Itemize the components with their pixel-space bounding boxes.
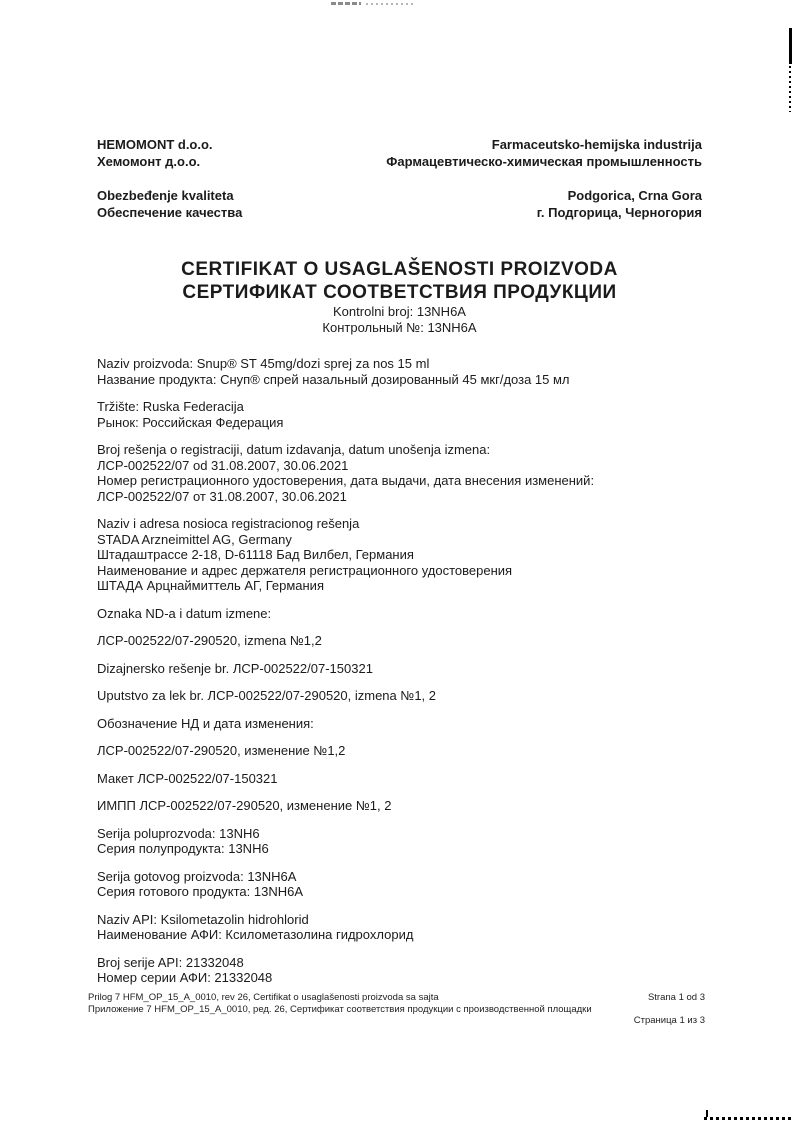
body-paragraph — [97, 442, 734, 504]
body-line: Штадаштрассе 2-18, D-61118 Бад Вилбел, Германия — [97, 547, 414, 562]
industry-cyrillic: Фармацевтическо-химическая промышленность — [386, 154, 702, 169]
body-paragraph — [97, 955, 734, 986]
department-latin: Obezbeđenje kvaliteta — [97, 188, 234, 203]
company-name-block — [97, 136, 213, 170]
body-paragraph — [97, 399, 734, 430]
page-number-latin: Strana 1 od 3 — [647, 992, 705, 1003]
control-number-latin: Kontrolni broj: 13NH6A — [333, 304, 466, 319]
scan-artifact-right-dotted-line — [789, 66, 791, 112]
control-number-cyrillic: Контрольный №: 13NH6A — [322, 320, 477, 335]
footer-doc-reference-latin: Prilog 7 HFM_OP_15_A_0010, rev 26, Certifikat o usaglašenosti proizvoda sa sajta — [88, 992, 439, 1003]
body-line: Серия готового продукта: 13NH6A — [97, 884, 304, 899]
document-header — [97, 136, 702, 221]
page-number-cyrillic: Страница 1 из 3 — [633, 1015, 705, 1026]
body-line: Наименование АФИ: Ксилометазолина гидрохлорид — [97, 927, 414, 942]
body-line: Макет ЛСР-002522/07-150321 — [97, 770, 278, 786]
scan-artifact-bottom-dashes — [704, 1117, 794, 1120]
department-cyrillic: Обеспечение качества — [97, 205, 243, 220]
body-line: Broj rešenja o registraciji, datum izdavanja, datum unošenja izmena: — [97, 442, 491, 457]
company-name-cyrillic: Хемомонт д.о.о. — [97, 154, 201, 169]
industry-latin: Farmaceutsko-hemijska industrija — [491, 137, 702, 152]
company-name-latin: HEMOMONT d.o.o. — [97, 137, 213, 152]
footer-doc-reference-cyrillic: Приложение 7 HFM_OP_15_A_0010, ред. 26, Сертификат соответствия продукции с производственной площадки — [88, 1003, 592, 1015]
body-line: Serija poluprozvoda: 13NH6 — [97, 825, 260, 841]
body-paragraph — [97, 716, 734, 732]
body-paragraph — [97, 771, 734, 787]
body-paragraph — [97, 606, 734, 622]
body-paragraph — [97, 356, 734, 387]
scan-artifact-right-solid-line — [789, 28, 792, 64]
body-line: Naziv API: Ksilometazolin hidrohlorid — [97, 911, 309, 927]
body-paragraph — [97, 688, 734, 704]
department-block — [97, 187, 242, 221]
body-line: ИМПП ЛСР-002522/07-290520, изменение №1, 2 — [97, 798, 392, 813]
body-line: Tržište: Ruska Federacija — [97, 399, 244, 414]
body-line: ЛСР-002522/07 od 31.08.2007, 30.06.2021 — [97, 457, 349, 473]
certificate-title-cyrillic: СЕРТИФИКАТ СООТВЕТСТВИЯ ПРОДУКЦИИ — [182, 282, 617, 303]
certificate-title-block — [97, 258, 702, 336]
body-line: STADA Arzneimittel AG, Germany — [97, 531, 292, 547]
body-line: Рынок: Российская Федерация — [97, 414, 284, 430]
body-line: Naziv i adresa nosioca registracionog rešenja — [97, 516, 360, 531]
body-line: Naziv proizvoda: Snup® ST 45mg/dozi sprej za nos 15 ml — [97, 356, 430, 371]
document-footer — [88, 992, 705, 1027]
scan-artifact-top-smudge-light — [366, 3, 414, 5]
header-row-dept-location — [97, 187, 702, 221]
body-line: Наименование и адрес держателя регистрационного удостоверения — [97, 562, 513, 578]
body-line: Serija gotovog proizvoda: 13NH6A — [97, 868, 297, 884]
body-paragraph — [97, 661, 734, 677]
body-paragraph — [97, 826, 734, 857]
body-line: Название продукта: Снуп® спрей назальный дозированный 45 мкг/доза 15 мл — [97, 371, 570, 387]
body-line: Broj serije API: 21332048 — [97, 954, 244, 970]
certificate-title-latin: CERTIFIKAT O USAGLAŠENOSTI PROIZVODA — [181, 259, 618, 280]
footer-row-1 — [88, 992, 705, 1004]
scan-artifact-top-smudge — [331, 2, 361, 5]
body-line: ЛСР-002522/07 от 31.08.2007, 30.06.2021 — [97, 488, 347, 504]
location-cyrillic: г. Подгорица, Черногория — [536, 205, 702, 220]
body-paragraph — [97, 633, 734, 649]
body-line: Номер серии АФИ: 21332048 — [97, 970, 273, 985]
body-paragraph — [97, 798, 734, 814]
location-latin: Podgorica, Crna Gora — [567, 188, 702, 203]
scan-artifact-bottom-tick — [706, 1110, 708, 1117]
body-line: Oznaka ND-a i datum izmene: — [97, 605, 272, 621]
body-line: Серия полупродукта: 13NH6 — [97, 841, 269, 856]
body-line: Обозначение НД и дата изменения: — [97, 715, 314, 731]
document-body — [97, 356, 734, 998]
body-line: ЛСР-002522/07-290520, izmena №1,2 — [97, 633, 322, 648]
body-paragraph — [97, 743, 734, 759]
body-line: ШТАДА Арцнаймиттель АГ, Германия — [97, 578, 324, 593]
body-line: Dizajnersko rešenje br. ЛСР-002522/07-150321 — [97, 660, 373, 676]
location-block — [537, 187, 702, 221]
body-paragraph — [97, 516, 734, 594]
header-row-company — [97, 136, 702, 170]
industry-block — [386, 136, 702, 170]
body-line: ЛСР-002522/07-290520, изменение №1,2 — [97, 743, 346, 758]
body-line: Uputstvo za lek br. ЛСР-002522/07-290520, izmena №1, 2 — [97, 688, 437, 703]
body-paragraph — [97, 869, 734, 900]
body-paragraph — [97, 912, 734, 943]
body-line: Номер регистрационного удостоверения, дата выдачи, дата внесения изменений: — [97, 473, 595, 488]
